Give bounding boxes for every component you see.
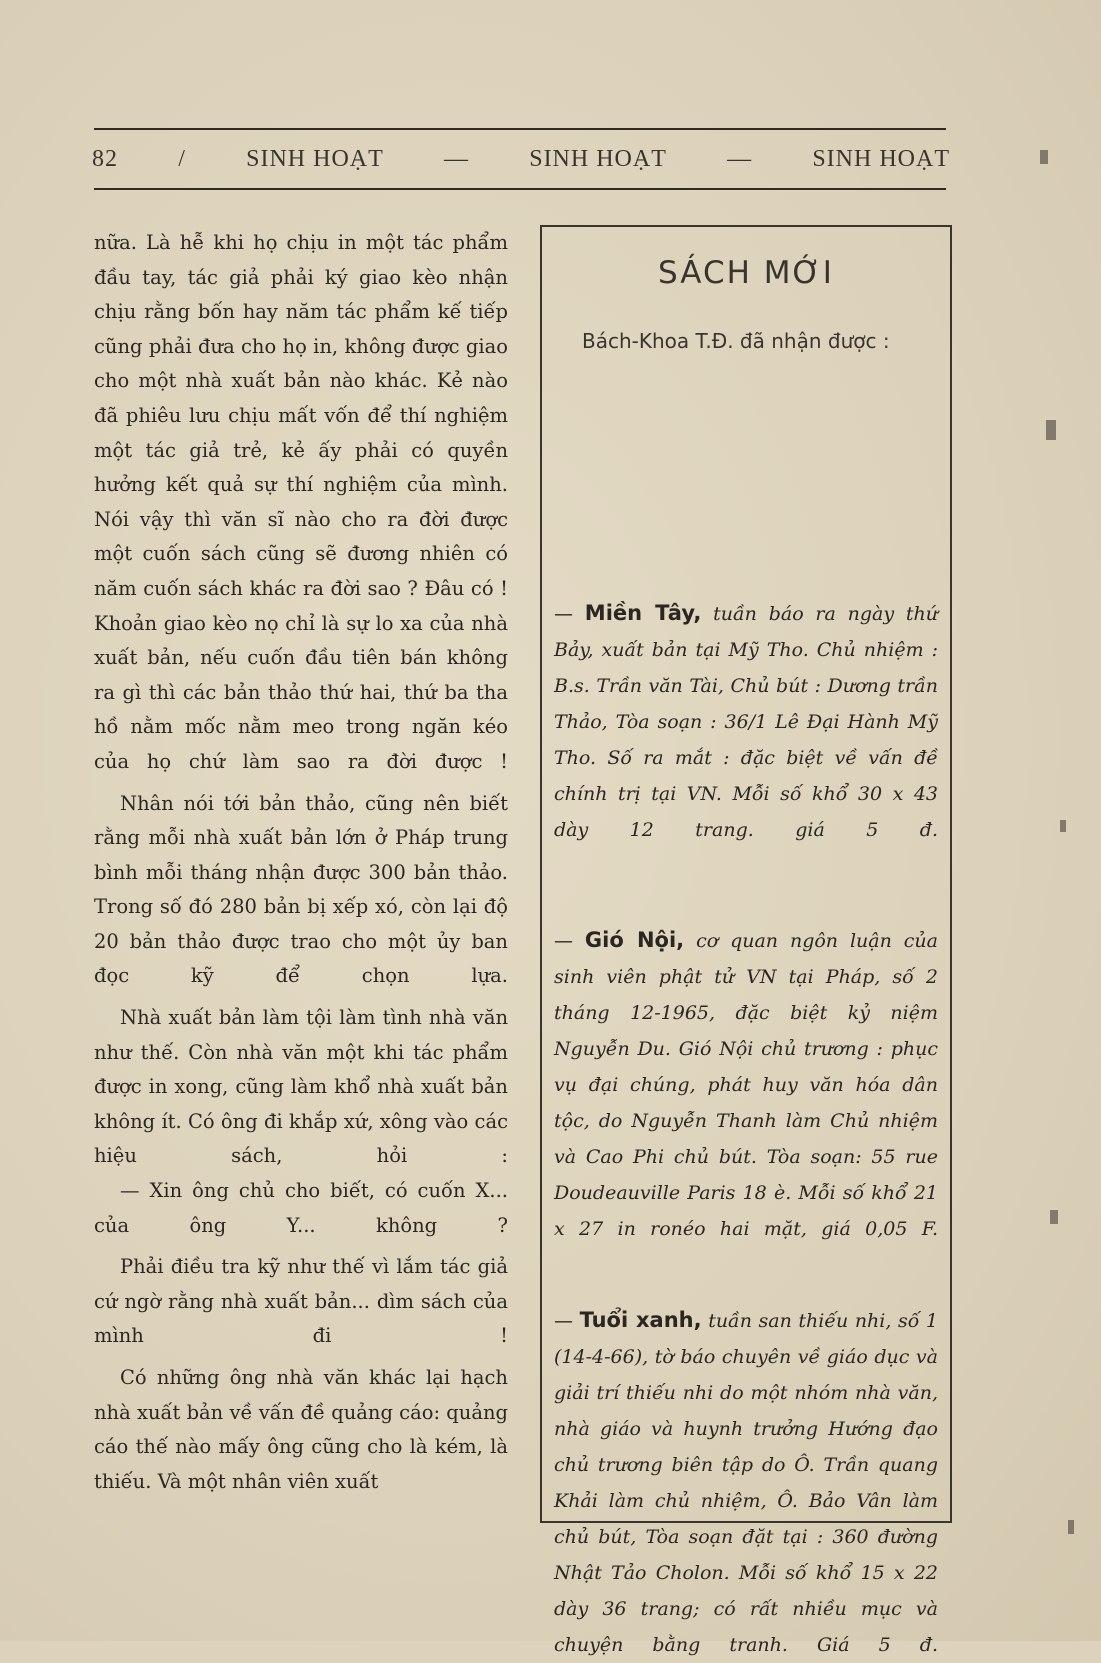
scan-speck bbox=[1068, 1520, 1074, 1534]
article-paragraph-5: Phải điều tra kỹ như thế vì lắm tác giả cứ ngờ rằng nhà xuất bản... dìm sách của mình đi ! bbox=[94, 1255, 508, 1348]
article-paragraph-6: Có những ông nhà văn khác lại hạch nhà xuất bản về vấn đề quảng cáo: quảng cáo thế nào mấy ông cũng cho là kém, là thiếu. Và một nhân viên xuất bbox=[94, 1366, 508, 1493]
article-paragraph-1: nữa. Là hễ khi họ chịu in một tác phẩm đầu tay, tác giả phải ký giao kèo nhận chịu rằng bốn hay năm tác phẩm kế tiếp cũng phải đưa cho họ in, không được giao cho một nhà xuất bản nào khác. Kẻ nào đã phiêu lưu chịu mất vốn để thí nghiệm một tác giả trẻ, kẻ ấy phải có quyền hưởng kết quả sự thí nghiệm của mình. Nói vậy thì văn sĩ nào cho ra đời được một cuốn sách cũng sẽ đương nhiên có năm cuốn sách khác ra đời sao ? Đâu có ! Khoản giao kèo nọ chỉ là sự lo xa của nhà xuất bản, nếu cuốn đầu tiên bán không ra gì thì các bản thảo thứ hai, thứ ba tha hồ nằm mốc nằm meo trong ngăn kéo của họ chứ làm sao ra đời được ! bbox=[94, 231, 508, 773]
new-books-box bbox=[540, 225, 952, 1656]
entry-dash: — bbox=[554, 930, 573, 952]
entry-text: tuần báo ra ngày thứ Bảy, xuất bản tại Mỹ Tho. Chủ nhiệm : B.s. Trần văn Tài, Chủ bút : Dương trần Thảo, Tòa soạn : 36/1 Lê Đại Hành Mỹ Tho. Số ra mắt : đặc biệt về vấn đề chính trị tại VN. Mỗi số khổ 30 x 43 dày 12 trang. giá 5 đ. bbox=[554, 603, 938, 841]
book-entry-mien-tay bbox=[554, 595, 938, 848]
entry-text: tuần san thiếu nhi, số 1 (14-4-66), tờ báo chuyên về giáo dục và giải trí thiếu nhi do một nhóm nhà văn, nhà giáo và huynh trưởng Hướng đạo chủ trương biên tập do Ô. Trần quang Khải làm chủ nhiệm, Ô. Bảo Vân làm chủ bút, Tòa soạn đặt tại : 360 đường Nhật Tảo Cholon. Mỗi số khổ 15 x 22 dày 36 trang; có rất nhiều mục và chuyện bằng tranh. Giá 5 đ. bbox=[554, 1310, 939, 1656]
entry-dash: — bbox=[554, 1310, 573, 1332]
article-paragraph-2: Nhân nói tới bản thảo, cũng nên biết rằng mỗi nhà xuất bản lớn ở Pháp trung bình mỗi tháng nhận được 300 bản thảo. Trong số đó 280 bản bị xếp xó, còn lại độ 20 bản thảo được trao cho một ủy ban đọc kỹ để chọn lựa. bbox=[94, 791, 508, 988]
header-bottom-rule bbox=[94, 188, 946, 190]
header-top-rule bbox=[94, 128, 946, 130]
entry-name: Tuổi xanh, bbox=[579, 1308, 702, 1332]
entry-text: cơ quan ngôn luận của sinh viên phật tử VN tại Pháp, số 2 tháng 12-1965, đặc biệt kỷ niệm Nguyễn Du. Gió Nội chủ trương : phục vụ đại chúng, phát huy văn hóa dân tộc, do Nguyễn Thanh làm Chủ nhiệm và Cao Phi chủ bút. Tòa soạn: 55 rue Doudeauville Paris 18 è. Mỗi số khổ 21 x 27 in ronéo hai mặt, giá 0,05 F. bbox=[554, 930, 938, 1240]
new-books-title: SÁCH MỚI bbox=[658, 255, 834, 291]
header-section-3: SINH HOẠT bbox=[812, 146, 950, 172]
header-dash-2: — bbox=[727, 146, 753, 172]
book-entry-gio-noi bbox=[554, 922, 938, 1247]
entry-dash: — bbox=[554, 603, 573, 625]
scan-speck bbox=[1050, 1210, 1058, 1224]
scan-speck bbox=[1060, 820, 1066, 832]
header-section-2: SINH HOẠT bbox=[529, 146, 667, 172]
scan-speck bbox=[1040, 150, 1048, 164]
header-dash-1: — bbox=[444, 146, 469, 172]
entry-name: Gió Nội, bbox=[584, 928, 685, 952]
book-entry-tuoi-xanh bbox=[554, 1302, 938, 1663]
scan-speck bbox=[1046, 420, 1056, 440]
running-header bbox=[92, 146, 950, 173]
article-column bbox=[94, 226, 508, 1499]
header-section-1: SINH HOẠT bbox=[246, 146, 384, 172]
header-slash: / bbox=[178, 146, 186, 172]
new-books-subtitle: Bách-Khoa T.Đ. đã nhận được : bbox=[582, 329, 890, 353]
article-paragraph-4: — Xin ông chủ cho biết, có cuốn X... của ông Y... không ? bbox=[94, 1179, 508, 1237]
entry-name: Miền Tây, bbox=[584, 601, 702, 625]
page-number: 82 bbox=[92, 146, 118, 172]
article-paragraph-3: Nhà xuất bản làm tội làm tình nhà văn như thế. Còn nhà văn một khi tác phẩm được in xong, cũng làm khổ nhà xuất bản không ít. Có ông đi khắp xứ, xông vào các hiệu sách, hỏi : bbox=[94, 1006, 508, 1168]
